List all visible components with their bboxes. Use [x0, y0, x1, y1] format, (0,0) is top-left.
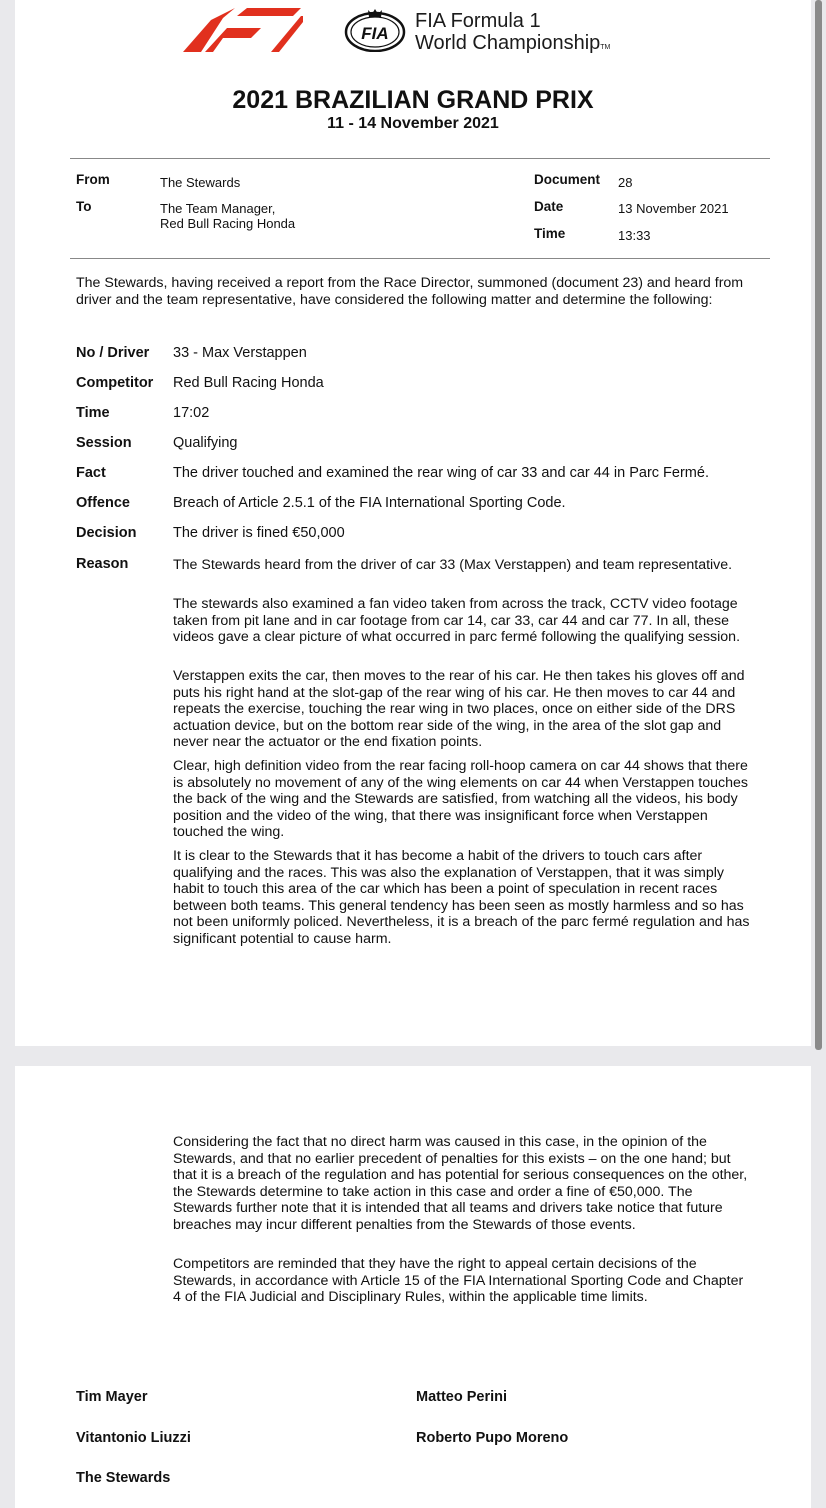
- row-label: Reason: [76, 556, 129, 572]
- time-value: 13:33: [618, 228, 651, 243]
- to-value-line-2: Red Bull Racing Honda: [160, 216, 296, 231]
- row-label: Competitor: [76, 375, 154, 391]
- appeal-paragraph: Competitors are reminded that they have the right to appeal certain decisions of the Stewards, in accordance with Article 15 of the FIA International Sporting Code and Chapter 4 of the FIA Judicial and Disciplinary Rules, within the applicable time limits.: [173, 1256, 744, 1306]
- brand-line-1: FIA Formula 1: [415, 10, 541, 32]
- row-label: Fact: [76, 465, 106, 481]
- row-value: The driver is fined €50,000: [173, 525, 345, 541]
- signatory-right: Matteo Perini: [416, 1389, 508, 1405]
- row-label: Time: [76, 405, 110, 421]
- event-title: [15, 86, 811, 115]
- signatory-caption: The Stewards: [76, 1470, 171, 1486]
- scrollbar[interactable]: [815, 0, 822, 1050]
- fia-seal-icon: [344, 8, 406, 52]
- intro-paragraph: The Stewards, having received a report from the Race Director, summoned (document 23) and heard from driver and the team representative, have considered the following matter and determine the following:: [76, 275, 744, 308]
- signatory-left: Tim Mayer: [76, 1389, 148, 1405]
- document-page-1: [15, 0, 811, 1046]
- row-value: The driver touched and examined the rear wing of car 33 and car 44 in Parc Fermé.: [173, 465, 709, 481]
- f1-logo-icon: [183, 8, 303, 52]
- reason-paragraph: Clear, high definition video from the rear facing roll-hoop camera on car 44 shows that there is absolutely no movement of any of the wing elements on car 44 when Verstappen touches the back of the wing and the Stewards are satisfied, from watching all the videos, his body position and the video of the wing, that there was insignificant force when Verstappen touched the wing.: [173, 758, 748, 841]
- row-label: No / Driver: [76, 345, 150, 361]
- from-label: From: [76, 172, 110, 187]
- row-label: Session: [76, 435, 132, 451]
- row-value: 17:02: [173, 405, 210, 421]
- to-value-line-1: The Team Manager,: [160, 201, 276, 216]
- to-value: [160, 201, 295, 231]
- divider-bottom: [70, 258, 770, 259]
- date-value: 13 November 2021: [618, 201, 729, 216]
- brand-line-2: World Championship: [415, 32, 601, 54]
- time-label: Time: [534, 226, 566, 241]
- row-value: Red Bull Racing Honda: [173, 375, 324, 391]
- event-dates: 11 - 14 November 2021: [327, 115, 499, 132]
- conclusion-paragraph: Considering the fact that no direct harm was caused in this case, in the opinion of the Stewards, and that no earlier precedent of penalties for this exists – on the one hand; but that it is a breach of the regulation and has potential for serious consequences on the other, the Stewards determine to take action in this case and order a fine of €50,000. The Stewards further note that it is intended that all teams and drivers take notice that future breaches may incur different penalties from the Stewards of those events.: [173, 1134, 748, 1233]
- row-label: Decision: [76, 525, 137, 541]
- document-value: 28: [618, 175, 633, 190]
- trademark-mark: TM: [600, 44, 611, 51]
- date-label: Date: [534, 199, 564, 214]
- reason-paragraph: Verstappen exits the car, then moves to the rear of his car. He then takes his gloves off and puts his right hand at the slot-gap of the rear wing of his car. He then moves to car 44 and repeats the exercise, touching the rear wing in two places, once on either side of the DRS actuation device, but on the bottom rear side of the wing, in the area of the slot gap and never near the actuator or the end fixation points.: [173, 668, 745, 751]
- brand-text: [415, 10, 610, 59]
- reason-paragraph: It is clear to the Stewards that it has become a habit of the drivers to touch cars after qualifying and the races. This was also the explanation of Verstappen, that it was simply habit to touch this area of the car which has been a point of speculation in recent races between both teams. This general tendency has been seen as mostly harmless and so has not been uniformly policed. Nevertheless, it is a breach of the parc fermé regulation and has significant potential to cause harm.: [173, 848, 750, 947]
- from-value: The Stewards: [160, 175, 241, 190]
- reason-paragraph: The Stewards heard from the driver of car 33 (Max Verstappen) and team representative.: [173, 557, 733, 573]
- to-label: To: [76, 199, 92, 214]
- row-label: Offence: [76, 495, 130, 511]
- event-title-name: BRAZILIAN GRAND PRIX: [294, 86, 594, 114]
- fia-seal-text: FIA: [361, 24, 389, 43]
- row-value: 33 - Max Verstappen: [173, 345, 307, 361]
- reason-paragraph: The stewards also examined a fan video taken from across the track, CCTV video footage taken from pit lane and in car footage from car 14, car 33, car 44 and car 77. In all, these videos gave a clear picture of what occurred in parc fermé following the qualifying session.: [173, 596, 741, 646]
- divider-top: [70, 158, 770, 159]
- row-value: Breach of Article 2.5.1 of the FIA International Sporting Code.: [173, 495, 566, 511]
- signatory-right: Roberto Pupo Moreno: [416, 1430, 569, 1446]
- signatory-left: Vitantonio Liuzzi: [76, 1430, 191, 1446]
- document-label: Document: [534, 172, 601, 187]
- row-value: Qualifying: [173, 435, 238, 451]
- document-page-2: [15, 1066, 811, 1508]
- event-title-year: 2021: [232, 86, 289, 114]
